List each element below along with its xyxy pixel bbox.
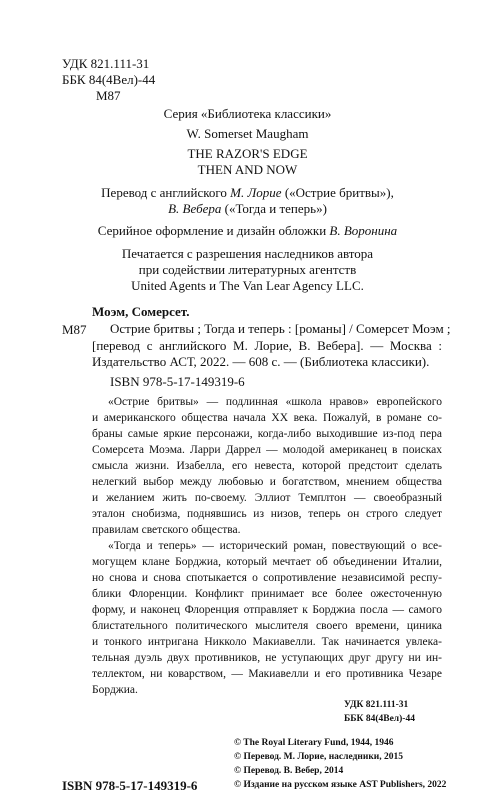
annotation-line: тельная дуэль двух противников, не уступающих друг другу ни ин- [92,652,442,664]
permission-line-2: при содействии литературных агентств [138,262,357,277]
annotation-line: Борджиа. [92,684,138,696]
annotation-line: блики Флоренции. Конфликт принимает все более ожесточенную [92,588,442,600]
translation-credit-2 [0,201,495,216]
annotation-line: теллектом, ни коварством, — Макиавелли и его противника Чезаре [92,668,442,680]
original-title-1: THE RAZOR'S EDGE [187,146,308,161]
catalog-mark: М87 [62,322,87,337]
catalog-author-heading: Моэм, Сомерсет. [92,304,190,319]
copyright-line: © Перевод. М. Лорие, наследники, 2015 [234,752,404,762]
annotation-line: «Тогда и теперь» — исторический роман, повествующий о все- [108,540,442,552]
catalog-description [92,321,451,371]
translator-veber: В. Вебера [168,201,222,216]
translation-prefix: Перевод с английского [101,185,231,200]
annotation-line: браны самые яркие персонажи, когда-либо выходившие из-под пера [92,428,442,440]
annotation-line: смысла жизни. Изабелла, его невеста, которой предстоит сделать [92,460,442,472]
bottom-udk-code: УДК 821.111-31 [344,700,409,710]
permission-line-1: Печатается с разрешения наследников автора [121,246,374,261]
catalog-isbn: ISBN 978-5-17-149319-6 [110,374,245,389]
annotation-line: и тонкого интригана Никколо Макиавелли. Так начинается увлека- [92,636,442,648]
annotation-line: но снова и снова спотыкается о сопротивление независимой респу- [92,572,442,584]
translator-lorie: М. Лорие [230,185,282,200]
annotation-line: форму, и наконец Флоренция отправляет к Борджиа посла — самого [92,604,442,616]
original-author: W. Somerset Maugham [186,126,309,141]
translation-suffix-1: («Острие бритвы»), [281,185,394,200]
annotation-line: и желанием жить по-своему. Эллиот Темплтон — своеобразный [92,492,442,504]
catalog-line: Издательство АСТ, 2022. — 608 с. — (Библиотека классики). [92,354,430,369]
annotation-line: могущем клане Борджиа, который мечтает об объединении Италии, [92,556,442,568]
original-title-2: THEN AND NOW [197,162,298,177]
translation-suffix-2: («Тогда и теперь») [221,201,327,216]
permission-line-3: United Agents и The Van Lear Agency LLC. [131,278,364,293]
bottom-bbk-code: ББК 84(4Вел)-44 [344,714,415,724]
design-prefix: Серийное оформление и дизайн обложки [97,223,330,238]
design-credit [0,223,495,238]
annotation-line: «Острие бритвы» — подлинная «школа нравов» европейского [108,396,442,408]
annotation-line: нелегкий выбор между любовью и богатством, мнением общества [92,476,442,488]
author-mark: М87 [96,88,121,103]
copyright-line: © Издание на русском языке AST Publishers, 2022 [234,780,447,790]
bbk-code: ББК 84(4Вел)-44 [62,72,156,87]
bottom-isbn: ISBN 978-5-17-149319-6 [62,778,198,793]
catalog-line: [перевод с английского М. Лорие, В. Вебера]. — Москва : [92,337,442,353]
annotation-line: эталон снобизма, поднявшись из низов, теперь он строго следует [92,508,442,520]
translation-credit-1 [0,185,495,200]
annotation-razors-edge [92,394,442,538]
copyright-line: © Перевод. В. Вебер, 2014 [234,766,344,776]
designer-name: В. Воронина [329,223,398,238]
annotation-then-and-now [92,538,442,698]
annotation-line: и американского общества начала XX века. Пожалуй, в романе со- [92,412,442,424]
copyright-line: © The Royal Literary Fund, 1944, 1946 [234,738,394,748]
annotation-line: правилам светского общества. [92,524,241,536]
udk-code: УДК 821.111-31 [62,56,150,71]
annotation-line: блистательного политического мыслителя своего времени, циника [92,620,442,632]
annotation-line: Сомерсета Моэма. Ларри Даррел — молодой американец в поисках [92,444,442,456]
series-name: Серия «Библиотека классики» [163,106,332,121]
catalog-line: Острие бритвы ; Тогда и теперь : [романы] / Сомерсет Моэм ; [110,321,451,336]
